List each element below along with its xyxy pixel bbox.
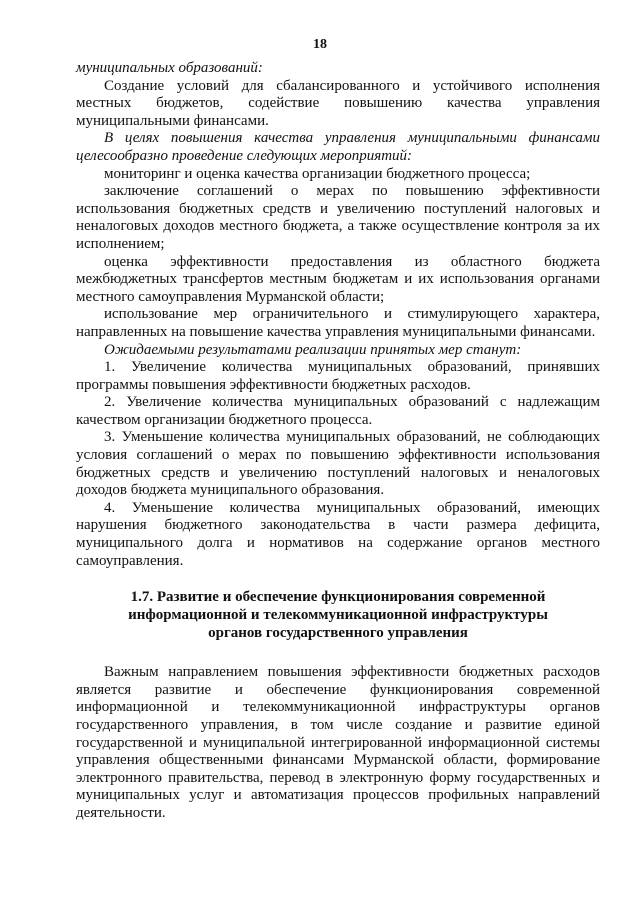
list-item-measure: заключение соглашений о мерах по повышению эффективности использования бюджетных средств и увеличению поступлений налоговых и неналоговых доходов местного бюджета, а также осуществление контроля за их исполнением; — [76, 183, 600, 252]
list-item-measure: оценка эффективности предоставления из областного бюджета межбюджетных трансфертов местным бюджетам и их использования органами местного самоуправления Мурманской области; — [76, 253, 600, 305]
section-heading — [76, 588, 600, 642]
page-number: 18 — [313, 37, 327, 52]
list-item-result: 4. Уменьшение количества муниципальных образований, имеющих нарушения бюджетного законодательства в части размера дефицита, муниципального долга и нормативов на содержание органов местного самоуправления. — [76, 499, 600, 569]
list-item-result: 3. Уменьшение количества муниципальных образований, не соблюдающих условия соглашений о мерах по повышению эффективности использования бюджетных средств и увеличению поступлений налоговых и неналоговых доходов бюджета муниципального образования. — [76, 429, 600, 499]
paragraph-results-intro: Ожидаемыми результатами реализации принятых мер станут: — [104, 341, 522, 358]
list-item-result: 1. Увеличение количества муниципальных образований, принявших программы повышения эффективности бюджетных расходов. — [76, 359, 600, 393]
page-content — [76, 60, 600, 823]
list-item-measure: использование мер ограничительного и стимулирующего характера, направленных на повышение качества управления муниципальными финансами. — [76, 306, 600, 340]
list-item-measure: мониторинг и оценка качества организации бюджетного процесса; — [104, 165, 531, 182]
paragraph-measures-intro: В целях повышения качества управления муниципальными финансами целесообразно проведение следующих мероприятий: — [76, 130, 600, 164]
paragraph-continuation: муниципальных образований: — [76, 60, 263, 76]
paragraph-goal: Создание условий для сбалансированного и устойчивого исполнения местных бюджетов, содействие повышению качества управления муниципальными финансами. — [76, 77, 600, 129]
list-item-result: 2. Увеличение количества муниципальных образований с надлежащим качеством организации бюджетного процесса. — [76, 394, 600, 428]
paragraph-body: Важным направлением повышения эффективности бюджетных расходов является развитие и обеспечение функционирования современной информационной и телекоммуникационной инфраструктуры органов государственного управления, в том числе создание и развитие единой государственной и муниципальной интегрированной информационной системы управления общественными финансами Мурманской области, формирование электронного правительства, перевод в электронную форму государственных и муниципальных услуг и автоматизация процессов профильных направлений деятельности. — [76, 664, 600, 821]
section-heading-text: 1.7. Развитие и обеспечение функционирования современной информационной и телекоммуникационной инфраструктуры органов государственного управления — [128, 589, 548, 642]
